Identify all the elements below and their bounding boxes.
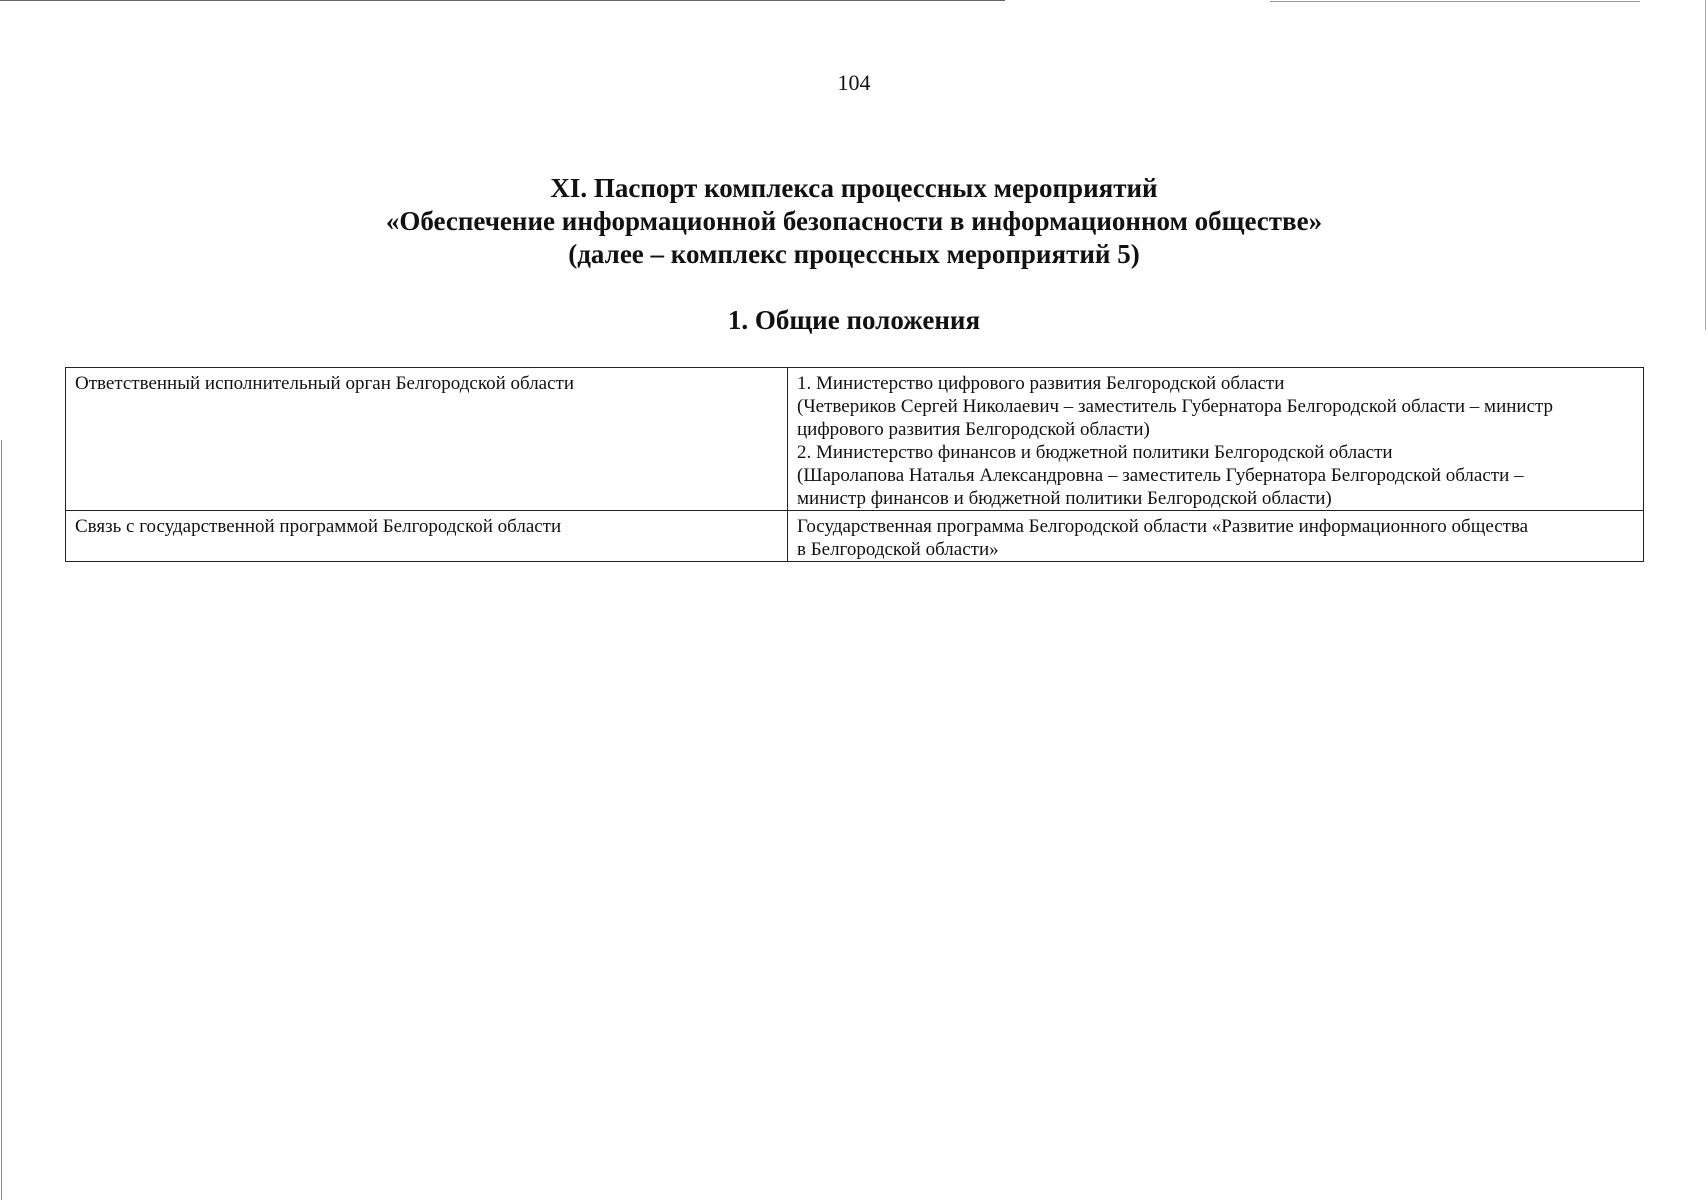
scan-edge-top-right bbox=[1270, 1, 1640, 2]
value-line: (Четвериков Сергей Николаевич – заместитель Губернатора Белгородской области – министр bbox=[797, 396, 1554, 417]
scan-edge-top bbox=[0, 0, 1005, 1]
section-title-line-3: (далее – комплекс процессных мероприятий 5) bbox=[568, 239, 1140, 269]
subsection-title: 1. Общие положения bbox=[727, 305, 981, 335]
scan-edge-left bbox=[1, 440, 2, 1200]
row-label: Ответственный исполнительный орган Белгородской области bbox=[75, 373, 575, 394]
table-row-state-program-link bbox=[66, 511, 1644, 562]
table-row-responsible-body bbox=[66, 368, 1644, 511]
table-cell-label bbox=[66, 368, 788, 511]
value-line: (Шаролапова Наталья Александровна – заместитель Губернатора Белгородской области – bbox=[797, 465, 1524, 486]
table-cell-label bbox=[66, 511, 788, 562]
scan-edge-right bbox=[1705, 0, 1706, 330]
value-line: 2. Министерство финансов и бюджетной политики Белгородской области bbox=[797, 442, 1393, 463]
table-cell-value bbox=[788, 511, 1644, 562]
row-label: Связь с государственной программой Белгородской области bbox=[75, 516, 562, 537]
section-title-line-2: «Обеспечение информационной безопасности в информационном обществе» bbox=[385, 206, 1323, 236]
value-line: Государственная программа Белгородской области «Развитие информационного общества bbox=[797, 516, 1529, 537]
value-line: министр финансов и бюджетной политики Белгородской области) bbox=[797, 488, 1332, 509]
value-line: в Белгородской области» bbox=[797, 539, 999, 560]
section-title-line-1: XI. Паспорт комплекса процессных мероприятий bbox=[550, 173, 1158, 203]
value-line: 1. Министерство цифрового развития Белгородской области bbox=[797, 373, 1285, 394]
table-cell-value bbox=[788, 368, 1644, 511]
page-number: 104 bbox=[837, 70, 871, 95]
value-line: цифрового развития Белгородской области) bbox=[797, 419, 1150, 440]
general-provisions-table bbox=[65, 367, 1644, 562]
section-title bbox=[0, 172, 1708, 271]
